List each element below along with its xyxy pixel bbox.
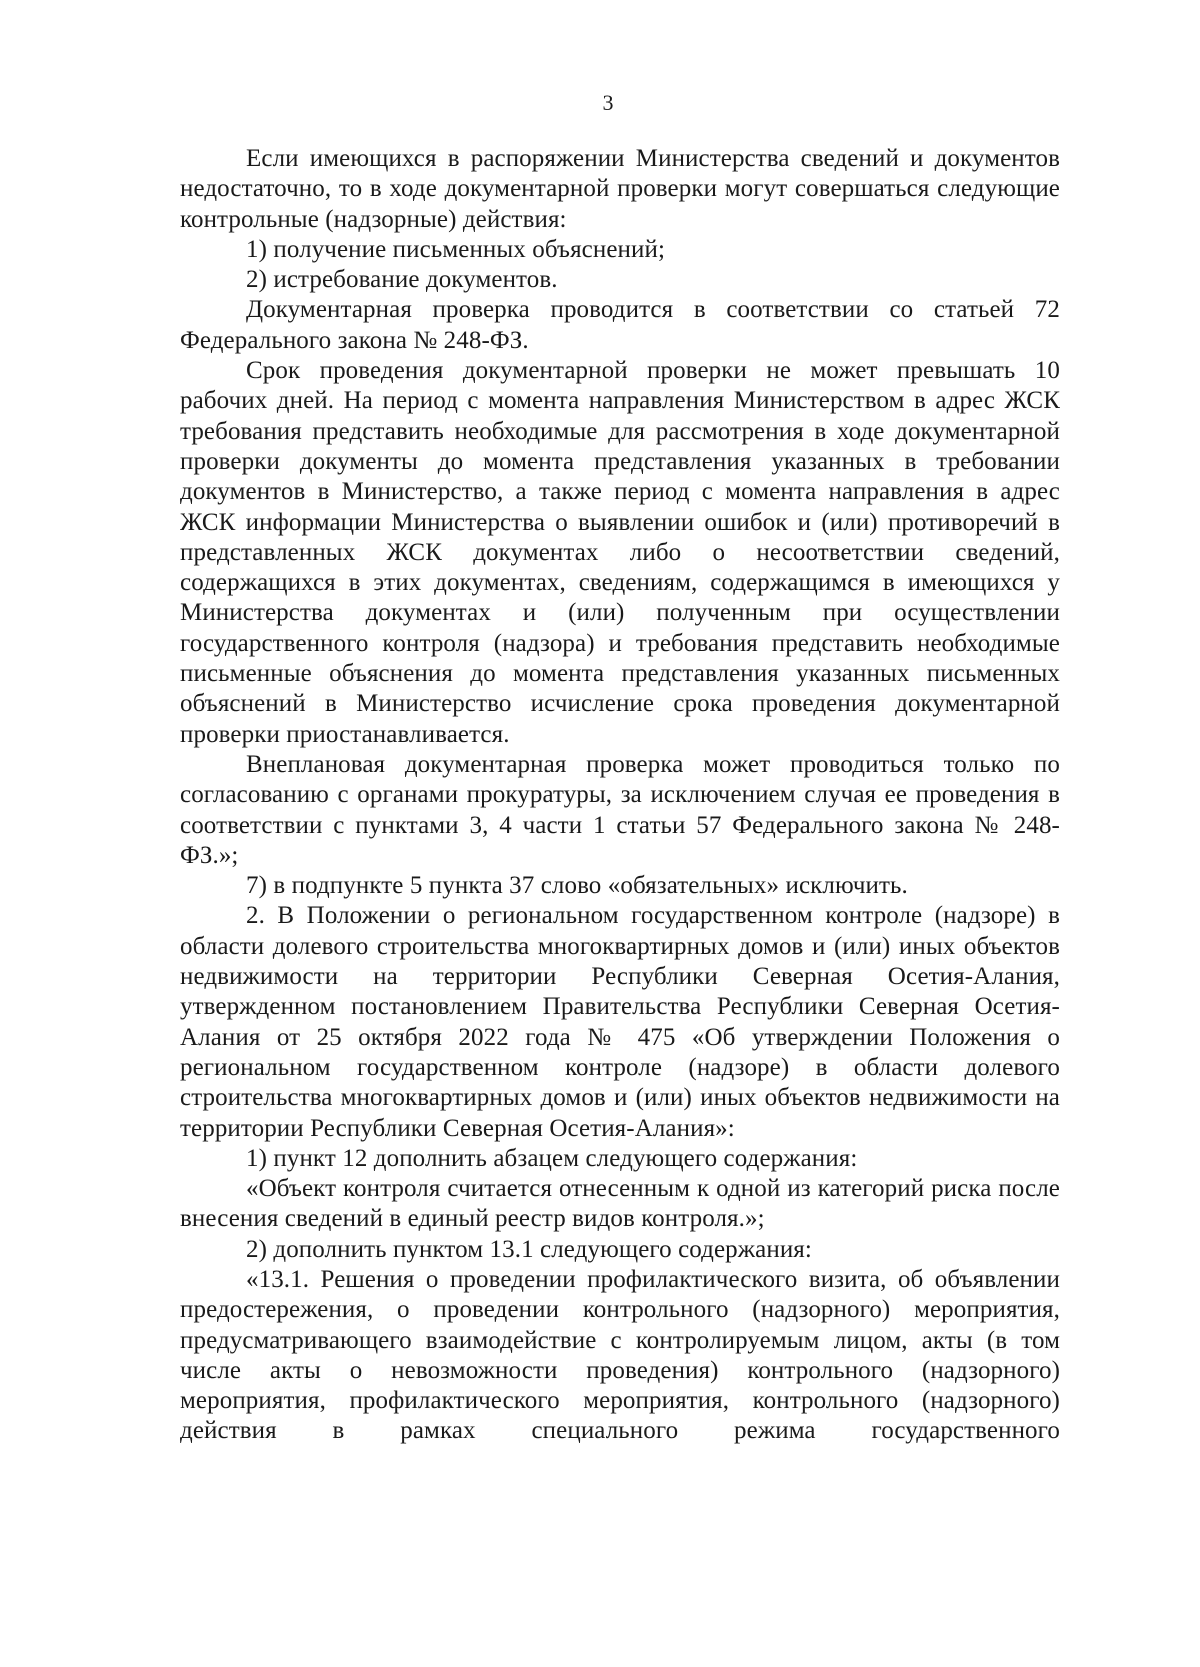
document-body	[180, 144, 1060, 1447]
paragraph-subclause-7: 7) в подпункте 5 пункта 37 слово «обязательных» исключить.	[246, 872, 908, 900]
paragraph-point-13-1: 2) дополнить пунктом 13.1 следующего содержания:	[246, 1235, 812, 1263]
list-item-written-explanations: 1) получение письменных объяснений;	[246, 235, 666, 263]
paragraph-point-12: 1) пункт 12 дополнить абзацем следующего содержания:	[246, 1144, 858, 1172]
paragraph-unscheduled-check: Внеплановая документарная проверка может проводиться только по согласованию с органами прокуратуры, за исключением случая ее проведения в соответствии с пунктами 3, 4 части 1 статьи 57 Федерального закона № 248-ФЗ.»;	[180, 750, 1060, 869]
paragraph-decisions-13-1: «13.1. Решения о проведении профилактического визита, об объявлении предостережения, о проведении контрольного (надзорного) мероприятия, предусматривающего взаимодействие с контролируемым лицом, акты (в том числе акты о невозможности проведения) контрольного (надзорного) мероприятия, профилактического мероприятия, контрольного (надзорного) действия в рамках специального режима государственного	[180, 1265, 1060, 1445]
paragraph-documentary-check-actions: Если имеющихся в распоряжении Министерства сведений и документов недостаточно, то в ходе документарной проверки могут совершаться следующие контрольные (надзорные) действия:	[180, 145, 1060, 233]
page-number: 3	[602, 90, 614, 115]
paragraph-check-duration: Срок проведения документарной проверки не может превышать 10 рабочих дней. На период с момента направления Министерством в адрес ЖСК требования представить необходимые для рассмотрения в ходе документарной проверки документы до момента представления указанных в требовании документов в Министерство, а также период с момента направления в адрес ЖСК информации Министерства о выявлении ошибок и (или) противоречий в представленных ЖСК документах либо о несоответствии сведений, содержащихся в этих документах, сведениям, содержащимся в имеющихся у Министерства документах и (или) полученным при осуществлении государственного контроля (надзора) и требования представить необходимые письменные объяснения до момента представления указанных письменных объяснений в Министерство исчисление срока проведения документарной проверки приостанавливается.	[180, 357, 1060, 748]
paragraph-section-2: 2. В Положении о региональном государственном контроле (надзоре) в области долевого строительства многоквартирных домов и (или) иных объектов недвижимости на территории Республики Северная Осетия-Алания, утвержденном постановлением Правительства Республики Северная Осетия-Алания от 25 октября 2022 года № 475 «Об утверждении Положения о региональном государственном контроле (надзоре) в области долевого строительства многоквартирных домов и (или) иных объектов недвижимости на территории Республики Северная Осетия-Алания»:	[180, 902, 1060, 1142]
list-item-document-request: 2) истребование документов.	[246, 266, 558, 294]
paragraph-risk-category-quote: «Объект контроля считается отнесенным к одной из категорий риска после внесения сведений в единый реестр видов контроля.»;	[180, 1175, 1060, 1233]
paragraph-article-72: Документарная проверка проводится в соответствии со статьей 72 Федерального закона № 248-ФЗ.	[180, 296, 1060, 354]
